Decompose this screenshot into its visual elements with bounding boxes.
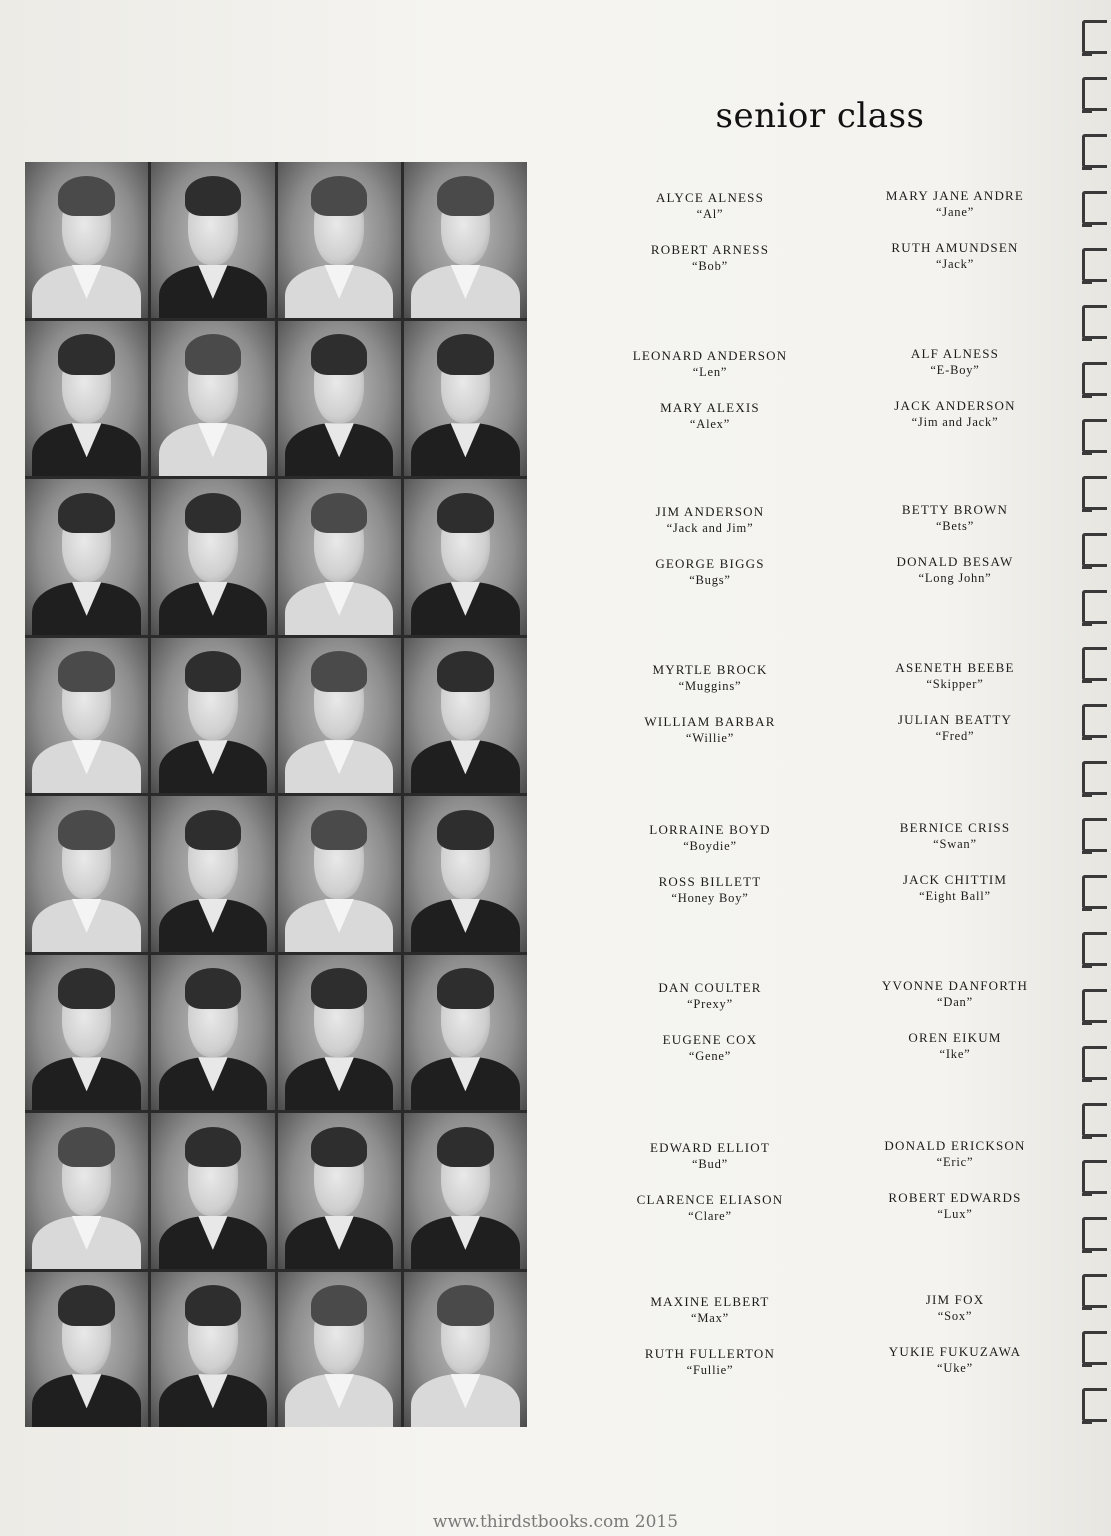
- student-name: YVONNE DANFORTH: [881, 978, 1029, 993]
- student-entry: [600, 1294, 820, 1326]
- student-name: ROBERT ARNESS: [650, 242, 770, 257]
- student-nickname: “Fullie”: [686, 1363, 734, 1377]
- student-entry: [600, 190, 820, 222]
- portrait-hair: [58, 968, 115, 1008]
- binding-ring: [1082, 1388, 1107, 1422]
- student-nickname: “Ike”: [939, 1047, 971, 1061]
- student-nickname: “Prexy”: [687, 997, 733, 1011]
- student-entry: [845, 1138, 1065, 1170]
- student-nickname: “Willie”: [685, 731, 735, 745]
- student-nickname: “Bud”: [692, 1157, 728, 1171]
- portrait-hair: [185, 334, 242, 374]
- student-nickname: “Long John”: [918, 571, 992, 585]
- portrait-hair: [311, 334, 368, 374]
- binding-ring: [1082, 419, 1107, 453]
- student-name: CLARENCE ELIASON: [636, 1192, 784, 1207]
- student-entry: [845, 1344, 1065, 1376]
- spiral-binding: [1075, 0, 1111, 1536]
- student-name: LORRAINE BOYD: [649, 822, 771, 837]
- portrait-photo: [25, 479, 148, 635]
- student-entry: [845, 1030, 1065, 1062]
- student-name: DAN COULTER: [658, 980, 762, 995]
- student-entry: [845, 502, 1065, 534]
- binding-ring: [1082, 191, 1107, 225]
- student-nickname: “Jane”: [935, 205, 975, 219]
- portrait-photo: [278, 162, 401, 318]
- portrait-hair: [437, 968, 494, 1008]
- student-entry: [600, 980, 820, 1012]
- portrait-hair: [58, 176, 115, 216]
- student-nickname: “Clare”: [688, 1209, 732, 1223]
- student-entry: [845, 398, 1065, 430]
- student-nickname: “Uke”: [937, 1361, 973, 1375]
- student-nickname: “Muggins”: [678, 679, 742, 693]
- portrait-photo: [278, 1113, 401, 1269]
- portrait-grid: [25, 162, 527, 1427]
- student-nickname: “Honey Boy”: [671, 891, 749, 905]
- student-entry: [845, 188, 1065, 220]
- student-nickname: “Al”: [696, 207, 724, 221]
- student-nickname: “Eight Ball”: [919, 889, 991, 903]
- portrait-hair: [311, 1127, 368, 1167]
- student-name: MYRTLE BROCK: [652, 662, 768, 677]
- portrait-hair: [58, 810, 115, 850]
- portrait-photo: [404, 479, 527, 635]
- name-row: [600, 662, 1060, 792]
- binding-ring: [1082, 875, 1107, 909]
- student-entry: [600, 1032, 820, 1064]
- student-entry: [845, 240, 1065, 272]
- portrait-hair: [311, 968, 368, 1008]
- portrait-hair: [311, 176, 368, 216]
- binding-ring: [1082, 476, 1107, 510]
- student-name: MAXINE ELBERT: [650, 1294, 770, 1309]
- portrait-hair: [311, 651, 368, 691]
- student-entry: [845, 978, 1065, 1010]
- portrait-hair: [437, 810, 494, 850]
- portrait-hair: [185, 968, 242, 1008]
- student-name: BERNICE CRISS: [899, 820, 1011, 835]
- portrait-hair: [311, 1285, 368, 1325]
- binding-ring: [1082, 932, 1107, 966]
- name-row: [600, 348, 1060, 478]
- portrait-photo: [151, 1272, 274, 1428]
- binding-ring: [1082, 590, 1107, 624]
- binding-ring: [1082, 305, 1107, 339]
- binding-ring: [1082, 134, 1107, 168]
- portrait-photo: [25, 1272, 148, 1428]
- student-entry: [600, 1346, 820, 1378]
- student-entry: [600, 662, 820, 694]
- portrait-hair: [437, 1127, 494, 1167]
- portrait-photo: [404, 1272, 527, 1428]
- portrait-hair: [437, 1285, 494, 1325]
- portrait-hair: [185, 1285, 242, 1325]
- student-entry: [845, 346, 1065, 378]
- portrait-hair: [437, 334, 494, 374]
- binding-ring: [1082, 1046, 1107, 1080]
- portrait-hair: [311, 810, 368, 850]
- student-entry: [600, 504, 820, 536]
- student-name: DONALD ERICKSON: [884, 1138, 1026, 1153]
- portrait-photo: [151, 479, 274, 635]
- student-entry: [600, 1192, 820, 1224]
- portrait-hair: [58, 651, 115, 691]
- student-nickname: “Bob”: [692, 259, 728, 273]
- portrait-hair: [437, 651, 494, 691]
- portrait-photo: [404, 955, 527, 1111]
- binding-ring: [1082, 704, 1107, 738]
- student-name: OREN EIKUM: [908, 1030, 1002, 1045]
- binding-ring: [1082, 248, 1107, 282]
- name-row: [600, 1140, 1060, 1270]
- binding-ring: [1082, 1103, 1107, 1137]
- student-nickname: “Skipper”: [926, 677, 984, 691]
- student-nickname: “E-Boy”: [930, 363, 980, 377]
- student-nickname: “Eric”: [936, 1155, 974, 1169]
- student-nickname: “Swan”: [933, 837, 977, 851]
- student-nickname: “Sox”: [937, 1309, 973, 1323]
- portrait-hair: [185, 1127, 242, 1167]
- student-nickname: “Max”: [690, 1311, 729, 1325]
- student-entry: [845, 712, 1065, 744]
- portrait-photo: [404, 796, 527, 952]
- binding-ring: [1082, 647, 1107, 681]
- portrait-hair: [58, 334, 115, 374]
- portrait-hair: [437, 493, 494, 533]
- student-entry: [845, 820, 1065, 852]
- student-nickname: “Bets”: [935, 519, 975, 533]
- portrait-hair: [311, 493, 368, 533]
- portrait-hair: [58, 1285, 115, 1325]
- student-name: EUGENE COX: [662, 1032, 758, 1047]
- portrait-photo: [151, 1113, 274, 1269]
- student-nickname: “Lux”: [937, 1207, 973, 1221]
- portrait-photo: [404, 1113, 527, 1269]
- binding-ring: [1082, 818, 1107, 852]
- student-name: WILLIAM BARBAR: [644, 714, 776, 729]
- student-nickname: “Gene”: [688, 1049, 732, 1063]
- student-nickname: “Dan”: [937, 995, 973, 1009]
- student-entry: [600, 242, 820, 274]
- name-row: [600, 190, 1060, 320]
- student-name: ASENETH BEEBE: [895, 660, 1015, 675]
- portrait-photo: [404, 162, 527, 318]
- portrait-hair: [437, 176, 494, 216]
- name-row: [600, 980, 1060, 1110]
- student-name: MARY ALEXIS: [660, 400, 760, 415]
- portrait-photo: [25, 162, 148, 318]
- student-entry: [600, 822, 820, 854]
- student-entry: [845, 1190, 1065, 1222]
- portrait-photo: [278, 479, 401, 635]
- binding-ring: [1082, 20, 1107, 54]
- portrait-hair: [58, 1127, 115, 1167]
- binding-ring: [1082, 989, 1107, 1023]
- student-name: ROSS BILLETT: [658, 874, 762, 889]
- binding-ring: [1082, 362, 1107, 396]
- student-entry: [600, 400, 820, 432]
- name-row: [600, 1294, 1060, 1424]
- portrait-photo: [278, 638, 401, 794]
- student-entry: [600, 556, 820, 588]
- binding-ring: [1082, 533, 1107, 567]
- portrait-photo: [404, 638, 527, 794]
- portrait-photo: [404, 321, 527, 477]
- portrait-photo: [151, 796, 274, 952]
- student-name: JULIAN BEATTY: [897, 712, 1013, 727]
- student-nickname: “Bugs”: [689, 573, 731, 587]
- portrait-hair: [58, 493, 115, 533]
- portrait-photo: [278, 321, 401, 477]
- student-name: LEONARD ANDERSON: [632, 348, 788, 363]
- student-name: RUTH FULLERTON: [644, 1346, 776, 1361]
- student-nickname: “Fred”: [935, 729, 975, 743]
- student-nickname: “Jack”: [935, 257, 975, 271]
- student-entry: [600, 1140, 820, 1172]
- portrait-hair: [185, 176, 242, 216]
- portrait-photo: [278, 796, 401, 952]
- student-entry: [600, 714, 820, 746]
- page-title: senior class: [715, 96, 925, 136]
- portrait-hair: [185, 651, 242, 691]
- portrait-photo: [278, 1272, 401, 1428]
- portrait-photo: [25, 955, 148, 1111]
- student-entry: [845, 660, 1065, 692]
- student-entry: [600, 874, 820, 906]
- student-name: JIM ANDERSON: [655, 504, 765, 519]
- student-name: ROBERT EDWARDS: [888, 1190, 1022, 1205]
- footer-watermark: www.thirdstbooks.com 2015: [432, 1512, 679, 1532]
- name-row: [600, 504, 1060, 634]
- student-nickname: “Jack and Jim”: [666, 521, 754, 535]
- portrait-photo: [25, 321, 148, 477]
- portrait-photo: [151, 321, 274, 477]
- student-name: JACK CHITTIM: [902, 872, 1008, 887]
- student-name: BETTY BROWN: [901, 502, 1009, 517]
- portrait-photo: [151, 955, 274, 1111]
- binding-ring: [1082, 761, 1107, 795]
- student-name: MARY JANE ANDRE: [885, 188, 1025, 203]
- student-entry: [845, 554, 1065, 586]
- binding-ring: [1082, 77, 1107, 111]
- name-row: [600, 822, 1060, 952]
- portrait-photo: [278, 955, 401, 1111]
- portrait-photo: [151, 162, 274, 318]
- binding-ring: [1082, 1217, 1107, 1251]
- portrait-photo: [25, 796, 148, 952]
- binding-ring: [1082, 1331, 1107, 1365]
- student-name: YUKIE FUKUZAWA: [888, 1344, 1022, 1359]
- student-nickname: “Alex”: [689, 417, 731, 431]
- student-name: DONALD BESAW: [896, 554, 1014, 569]
- student-entry: [845, 1292, 1065, 1324]
- portrait-hair: [185, 810, 242, 850]
- binding-ring: [1082, 1160, 1107, 1194]
- portrait-photo: [151, 638, 274, 794]
- student-name: JACK ANDERSON: [894, 398, 1016, 413]
- student-name: EDWARD ELLIOT: [650, 1140, 770, 1155]
- student-name: GEORGE BIGGS: [655, 556, 765, 571]
- binding-ring: [1082, 1274, 1107, 1308]
- names-column: [600, 190, 1060, 1390]
- student-nickname: “Len”: [692, 365, 728, 379]
- student-entry: [845, 872, 1065, 904]
- student-name: JIM FOX: [925, 1292, 985, 1307]
- student-nickname: “Jim and Jack”: [911, 415, 999, 429]
- portrait-photo: [25, 1113, 148, 1269]
- student-nickname: “Boydie”: [683, 839, 737, 853]
- student-name: ALYCE ALNESS: [655, 190, 765, 205]
- student-name: ALF ALNESS: [910, 346, 1000, 361]
- portrait-photo: [25, 638, 148, 794]
- student-entry: [600, 348, 820, 380]
- portrait-hair: [185, 493, 242, 533]
- student-name: RUTH AMUNDSEN: [891, 240, 1019, 255]
